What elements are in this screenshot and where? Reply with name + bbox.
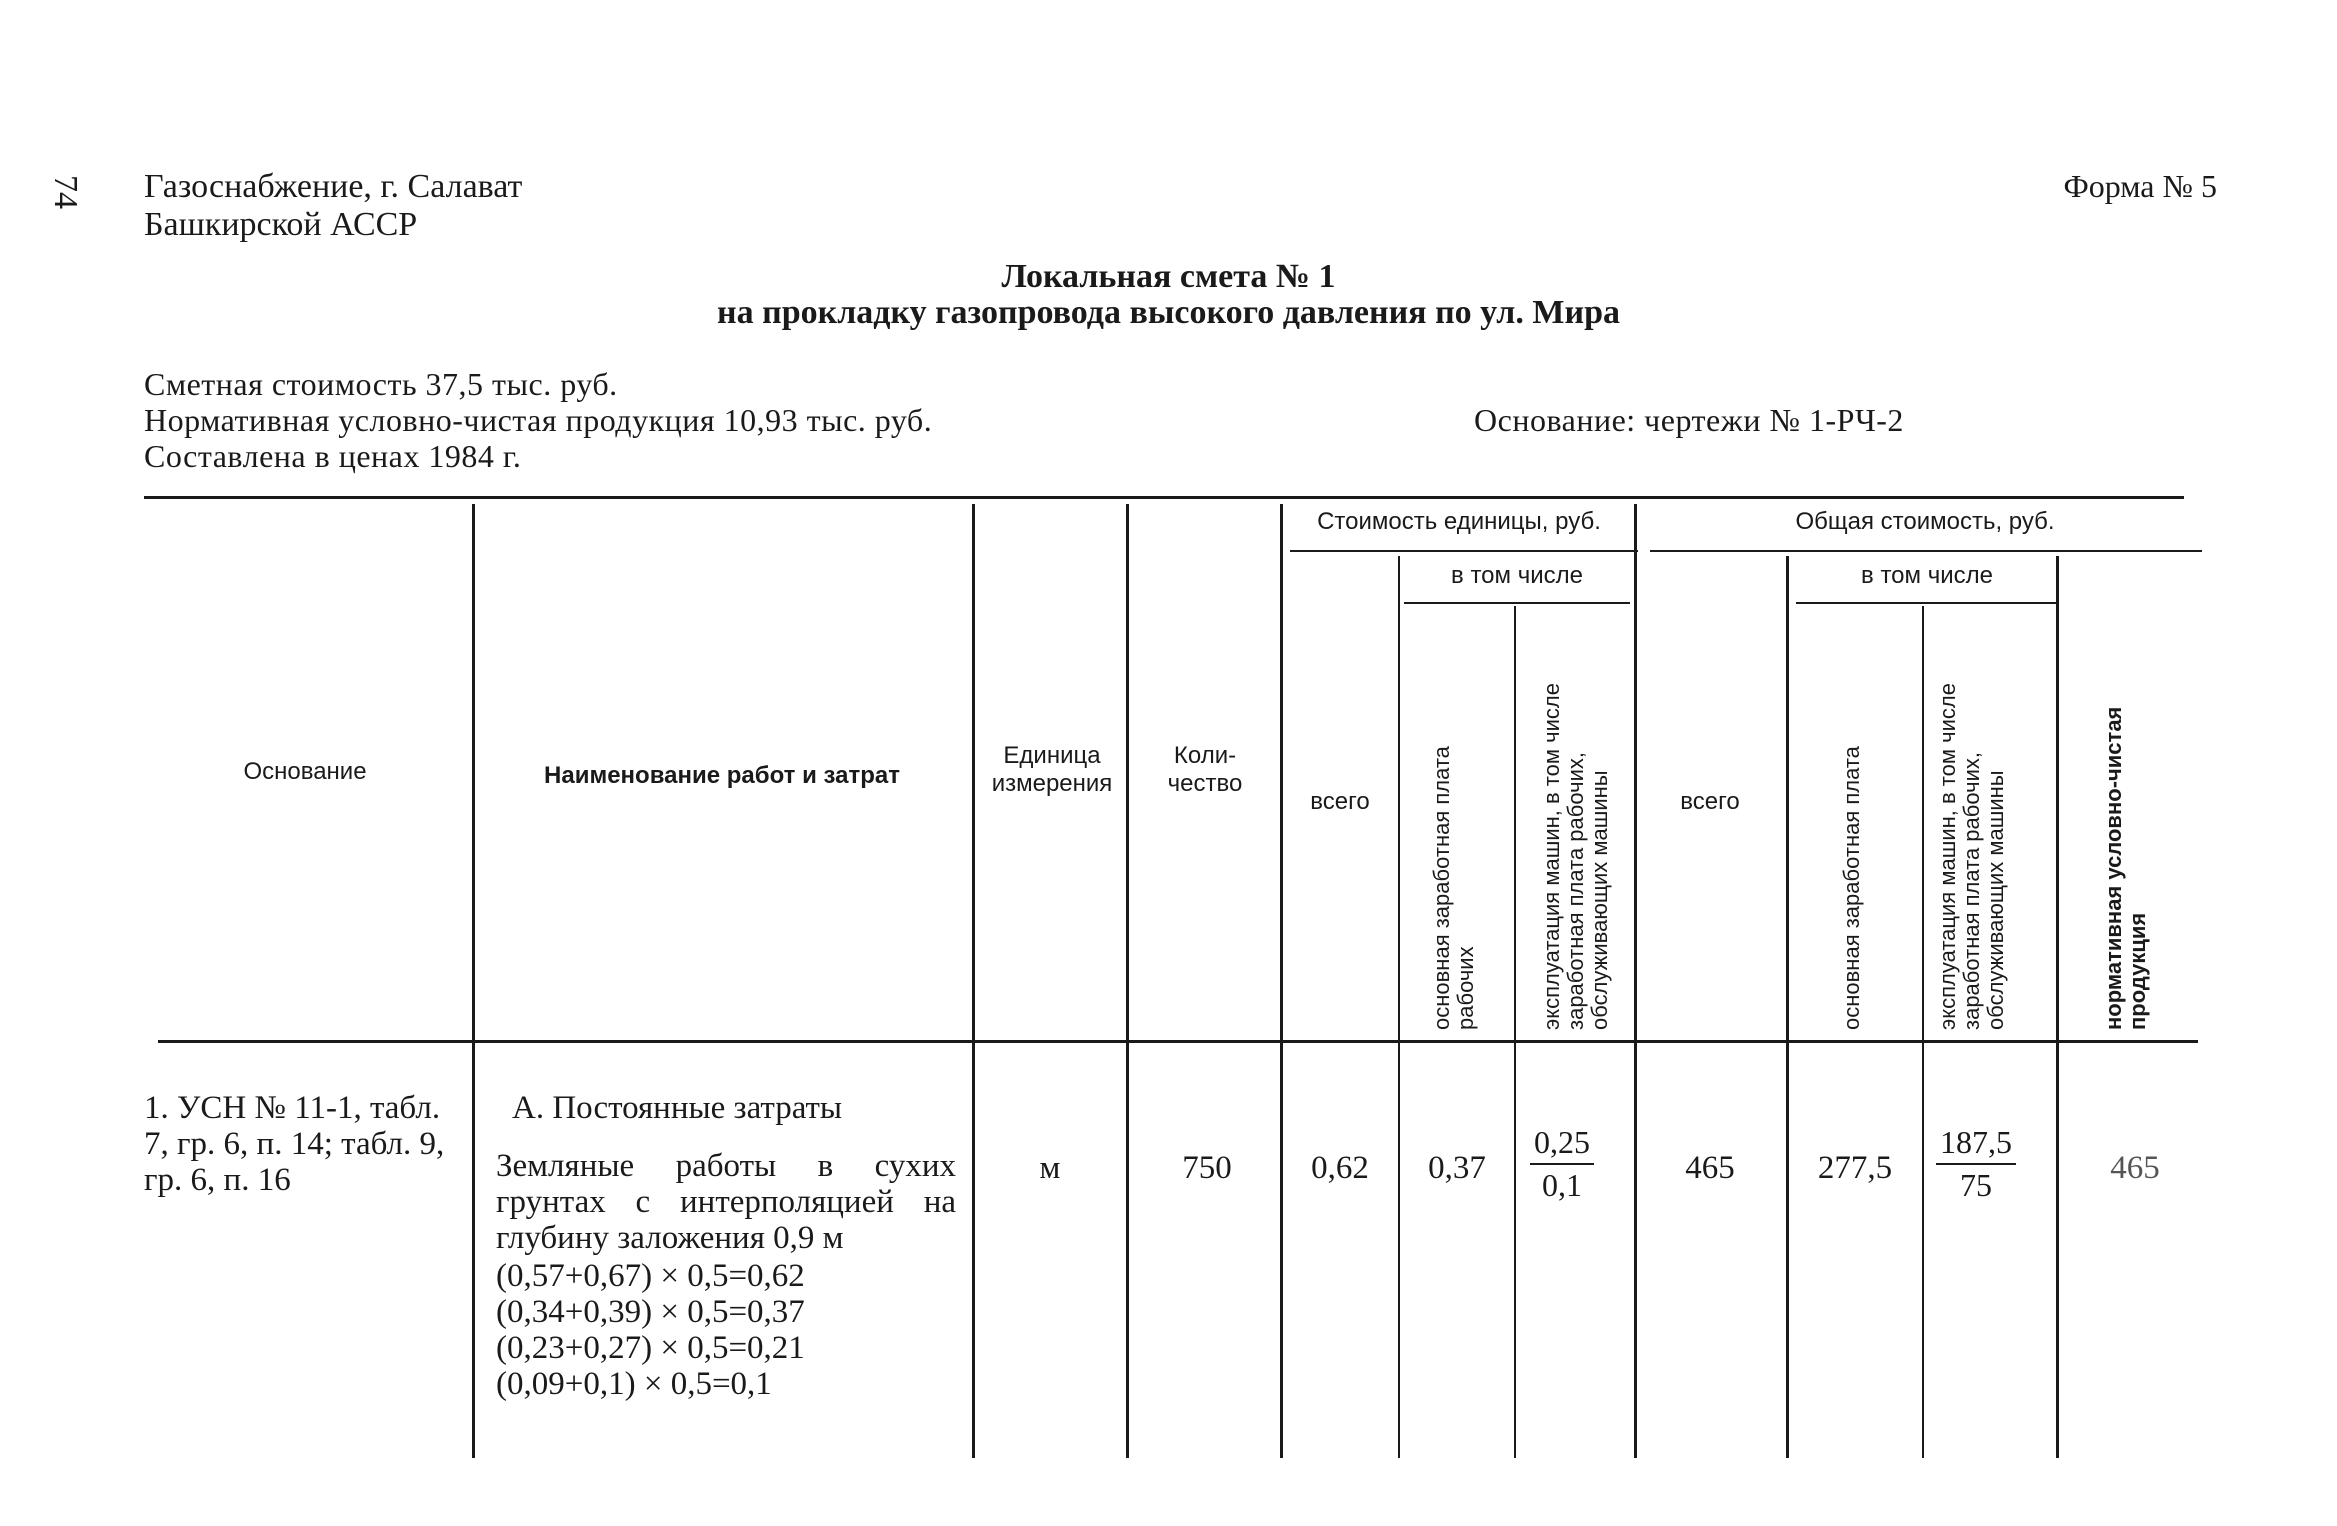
row-unit-machines-bottom: 0,1 [1542,1167,1582,1203]
estimated-cost: Сметная стоимость 37,5 тыс. руб. [144,366,618,402]
col-rule [1398,556,1400,1458]
row-basis: 1. УСН № 11-1, табл. 7, гр. 6, п. 14; табл. 9, гр. 6, п. 16 [144,1090,445,1198]
col-rule [472,504,475,1458]
row-unit-machines-top: 0,25 [1530,1124,1594,1165]
price-basis: Составлена в ценах 1984 г. [144,438,522,474]
row-description: Земляные работы в сухих грунтах с интерполяцией на глубину заложения 0,9 м [496,1148,956,1256]
row-calc-3: (0,23+0,27) × 0,5=0,21 [496,1330,805,1366]
unit-cost-subrule [1290,550,1638,552]
header-bottom-rule [158,1040,2198,1043]
net-product: Нормативная условно-чистая продукция 10,93 тыс. руб. [144,402,933,438]
org-line-1: Газоснабжение, г. Салават [144,168,523,205]
col-rule [1922,606,1924,1458]
total-cost-subrule [1650,550,2202,552]
header-name: Наименование работ и затрат [544,762,900,789]
row-total-machines-top: 187,5 [1936,1124,2016,1165]
drawings-basis: Основание: чертежи № 1-РЧ-2 [1474,402,1904,438]
header-unit-wage: основная заработная плата рабочих [1429,746,1478,1030]
organization [144,168,522,244]
form-number: Форма № 5 [2063,168,2217,204]
header-total-cost: Общая стоимость, руб. [1795,508,2055,535]
header-unit-total: всего [1310,788,1370,815]
row-unit-wage: 0,37 [1428,1150,1486,1186]
row-qty: 750 [1182,1150,1232,1186]
row-total-machines [1936,1124,2016,1204]
header-total-machines: эксплуатация машин, в том числе заработная плата рабочих, обслуживающих машины [1935,683,2008,1030]
col-rule [1634,504,1637,1458]
row-unit-total: 0,62 [1311,1150,1369,1186]
row-total-machines-bottom: 75 [1960,1167,1992,1203]
header-qty: Коли-чество [1167,742,1243,797]
col-rule [1280,504,1283,1458]
header-unit: Единица измерения [991,742,1113,797]
row-section: А. Постоянные затраты [512,1090,843,1126]
row-total-all: 465 [1685,1150,1735,1186]
row-calc-1: (0,57+0,67) × 0,5=0,62 [496,1258,805,1294]
document-subtitle: на прокладку газопровода высокого давления по ул. Мира [717,294,1620,331]
header-unit-incl: в том числе [1451,562,1583,589]
col-rule [1514,606,1516,1458]
col-rule [1786,556,1789,1458]
header-unit-cost: Стоимость единицы, руб. [1317,508,1601,535]
row-unit-machines [1530,1124,1594,1204]
row-calc-2: (0,34+0,39) × 0,5=0,37 [496,1294,805,1330]
header-total-all: всего [1680,788,1740,815]
page-number: 74 [47,175,84,209]
row-calc-4: (0,09+0,1) × 0,5=0,1 [496,1366,772,1402]
col-rule [972,504,975,1458]
org-line-2: Башкирской АССР [144,206,418,243]
header-total-incl: в том числе [1861,562,1993,589]
total-incl-subrule [1796,602,2058,604]
header-net-product: нормативная условно-чистая продукция [2101,706,2150,1030]
col-rule [2056,556,2059,1458]
col-rule [1126,504,1129,1458]
unit-incl-subrule [1404,602,1630,604]
header-unit-machines: эксплуатация машин, в том числе заработная плата рабочих, обслуживающих машины [1539,683,1612,1030]
table-top-rule [144,496,2184,499]
header-total-wage: основная заработная плата [1839,746,1864,1030]
row-net-product: 465 [2110,1150,2160,1186]
header-basis: Основание [243,758,367,785]
document-title: Локальная смета № 1 [1001,258,1336,295]
row-total-wage: 277,5 [1817,1150,1893,1186]
row-unit: м [1039,1150,1061,1186]
